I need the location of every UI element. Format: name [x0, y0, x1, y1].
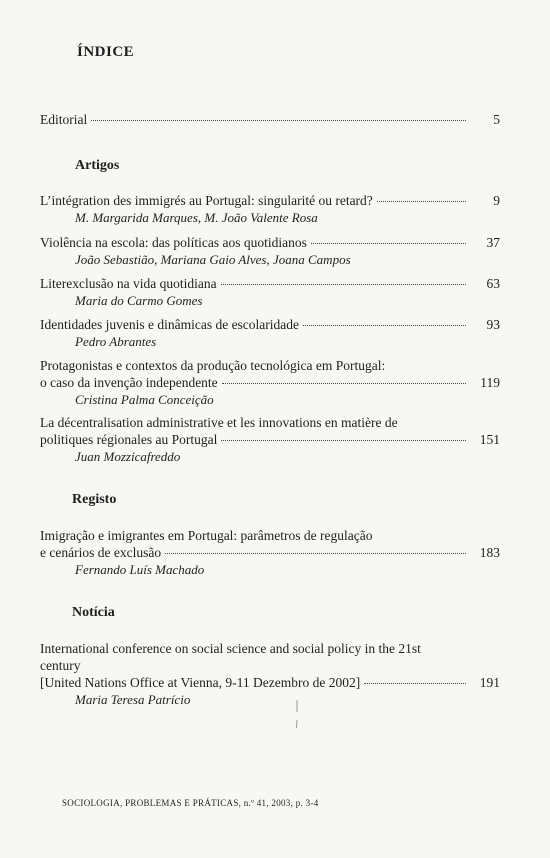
toc-entry [40, 527, 500, 578]
entry-author: Cristina Palma Conceição [75, 392, 214, 407]
page-number: 37 [486, 235, 500, 250]
entry-title: L’intégration des immigrés au Portugal: singularité ou retard? [40, 193, 373, 208]
page-number: 151 [479, 432, 500, 447]
toc-entry-editorial [40, 111, 500, 128]
entry-author: Juan Mozzicafreddo [75, 449, 181, 464]
entry-author: Pedro Abrantes [75, 334, 157, 349]
page-number: 191 [479, 675, 500, 690]
page-number: 63 [486, 276, 500, 291]
entry-title: Imigração e imigrantes em Portugal: parâmetros de regulação [40, 528, 373, 543]
page-number: 5 [493, 112, 500, 127]
dot-leader [91, 120, 466, 121]
entry-title: Protagonistas e contextos da produção tecnológica em Portugal: [40, 358, 386, 373]
scan-mark [296, 700, 298, 730]
toc-entry [40, 192, 500, 226]
page-number: 183 [479, 545, 500, 560]
entry-title-continued: o caso da invenção independente [40, 375, 218, 390]
page-title: ÍNDICE [77, 44, 135, 60]
page-number: 9 [493, 193, 500, 208]
entry-title-continued: century [40, 658, 81, 673]
dot-leader [221, 284, 466, 285]
toc-entry [40, 234, 500, 268]
page-footer: SOCIOLOGIA, PROBLEMAS E PRÁTICAS, n.º 41, 2003, p. 3-4 [62, 798, 319, 808]
page-number: 93 [486, 317, 500, 332]
entry-title-continued: e cenários de exclusão [40, 545, 162, 560]
entry-title: Literexclusão na vida quotidiana [40, 276, 217, 291]
entry-author: M. Margarida Marques, M. João Valente Rosa [75, 210, 318, 225]
dot-leader [165, 553, 466, 554]
toc-entry [40, 275, 500, 309]
dot-leader [221, 440, 466, 441]
dot-leader [377, 201, 466, 202]
entry-title: La décentralisation administrative et les innovations en matière de [40, 415, 398, 430]
section-title-registo: Registo [72, 492, 117, 507]
section-title-noticia: Notícia [72, 605, 115, 620]
dot-leader [311, 243, 466, 244]
entry-author: João Sebastião, Mariana Gaio Alves, Joana Campos [75, 252, 351, 267]
entry-author: Maria Teresa Patrício [75, 692, 191, 707]
dot-leader [364, 683, 466, 684]
dot-leader [303, 325, 466, 326]
toc-entry [40, 357, 500, 408]
entry-author: Maria do Carmo Gomes [75, 293, 203, 308]
dot-leader [222, 383, 466, 384]
toc-entry [40, 316, 500, 350]
entry-title-continued: politiques régionales au Portugal [40, 432, 218, 447]
entry-title: International conference on social science and social policy in the 21st [40, 641, 421, 656]
toc-entry [40, 640, 500, 708]
entry-author: Fernando Luís Machado [75, 562, 205, 577]
page-number: 119 [480, 375, 500, 390]
entry-title: Identidades juvenis e dinâmicas de escolaridade [40, 317, 300, 332]
entry-title: Editorial [40, 112, 88, 127]
entry-title: Violência na escola: das políticas aos quotidianos [40, 235, 307, 250]
toc-entry [40, 414, 500, 465]
section-title-artigos: Artigos [75, 158, 120, 173]
entry-title-continued: [United Nations Office at Vienna, 9-11 Dezembro de 2002] [40, 675, 361, 690]
